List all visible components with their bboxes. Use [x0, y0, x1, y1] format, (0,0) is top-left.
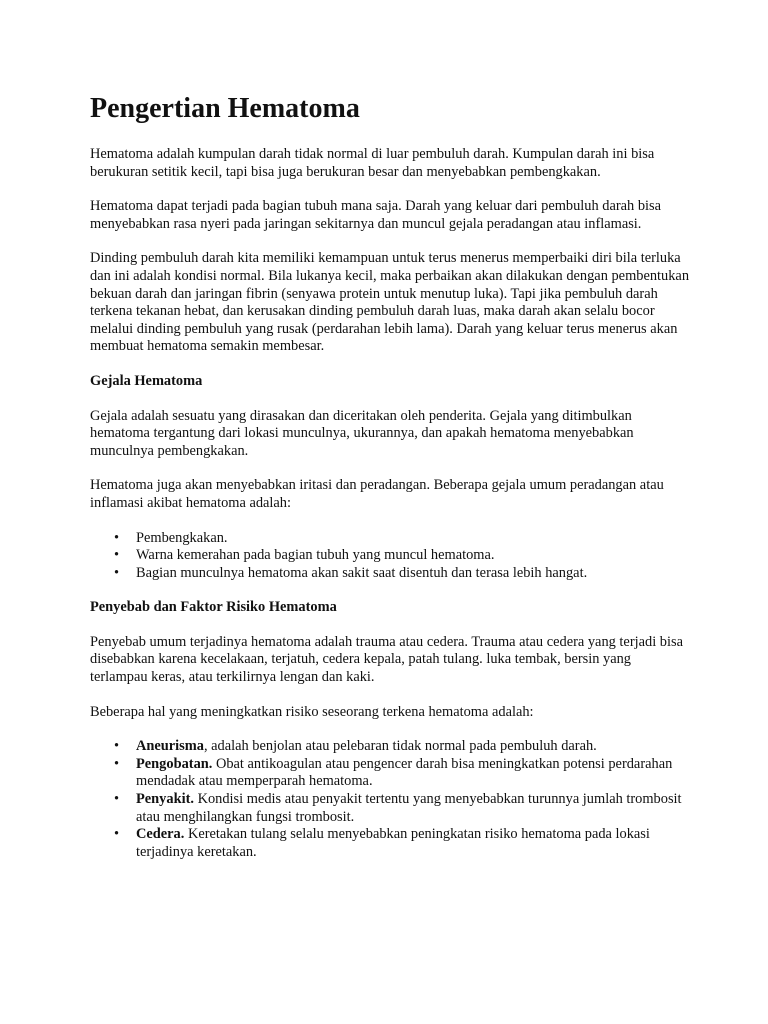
list-item — [114, 755, 690, 791]
document-page — [90, 92, 690, 878]
list-item-text: Bagian munculnya hematoma akan sakit saat disentuh dan terasa lebih hangat. — [136, 564, 588, 581]
risk-description: Kondisi medis atau penyakit tertentu yang menyebabkan turunnya jumlah trombosit atau menghilangkan fungsi trombosit. — [136, 791, 682, 825]
intro-paragraph-1: Hematoma adalah kumpulan darah tidak normal di luar pembuluh darah. Kumpulan darah ini bisa berukuran setitik kecil, tapi bisa juga berukuran besar dan menyebabkan pembengkakan. — [90, 146, 655, 180]
risk-term: Pengobatan. — [136, 755, 213, 772]
bullet-icon: • — [114, 738, 120, 755]
bullet-icon: • — [114, 791, 120, 808]
risk-factor-list — [90, 738, 690, 861]
page-title: Pengertian Hematoma — [90, 93, 360, 124]
bullet-icon: • — [114, 529, 120, 546]
risk-term: Penyakit. — [136, 791, 194, 808]
gejala-paragraph-1: Gejala adalah sesuatu yang dirasakan dan diceritakan oleh penderita. Gejala yang ditimbulkan hematoma tergantung dari lokasi munculnya, ukurannya, dan apakah hematoma menyebabkan munculnya pembengkakan. — [90, 407, 634, 459]
section-heading-gejala: Gejala Hematoma — [90, 372, 203, 389]
list-item-text: Warna kemerahan pada bagian tubuh yang muncul hematoma. — [136, 547, 495, 564]
risk-description: , adalah benjolan atau pelebaran tidak normal pada pembuluh darah. — [203, 738, 597, 755]
risk-term: Cedera. — [136, 826, 185, 843]
intro-paragraph-2: Hematoma dapat terjadi pada bagian tubuh mana saja. Darah yang keluar dari pembuluh darah bisa menyebabkan rasa nyeri pada jaringan sekitarnya dan muncul gejala peradangan atau inflamasi. — [90, 198, 662, 232]
list-item-text: Pembengkakan. — [136, 529, 228, 546]
list-item — [114, 738, 690, 756]
list-item — [114, 791, 690, 826]
bullet-icon: • — [114, 755, 120, 772]
list-item — [114, 547, 690, 565]
section-heading-penyebab: Penyebab dan Faktor Risiko Hematoma — [90, 599, 337, 616]
list-item — [114, 826, 690, 861]
bullet-icon: • — [114, 564, 120, 581]
risk-description: Obat antikoagulan atau pengencer darah bisa meningkatkan potensi perdarahan mendadak atau memperparah hematoma. — [136, 755, 673, 790]
risk-description: Keretakan tulang selalu menyebabkan peningkatan risiko hematoma pada lokasi terjadinya keretakan. — [136, 826, 650, 860]
bullet-icon: • — [114, 547, 120, 564]
penyebab-paragraph-2: Beberapa hal yang meningkatkan risiko seseorang terkena hematoma adalah: — [90, 703, 534, 720]
penyebab-paragraph-1: Penyebab umum terjadinya hematoma adalah trauma atau cedera. Trauma atau cedera yang terjadi bisa disebabkan karena kecelakaan, terjatuh, cedera kepala, patah tulang. luka tembak, bersin yang terlampau keras, atau terkilirnya lengan dan kaki. — [90, 633, 683, 686]
list-item — [114, 529, 690, 548]
bullet-icon: • — [114, 826, 120, 843]
list-item — [114, 564, 690, 583]
gejala-paragraph-2: Hematoma juga akan menyebabkan iritasi dan peradangan. Beberapa gejala umum peradangan atau inflamasi akibat hematoma adalah: — [90, 477, 664, 511]
gejala-list — [90, 530, 690, 583]
risk-term: Aneurisma — [136, 738, 204, 755]
intro-paragraph-3: Dinding pembuluh darah kita memiliki kemampuan untuk terus menerus memperbaiki diri bila terluka dan ini adalah kondisi normal. Bila lukanya kecil, maka perbaikan akan dilakukan dengan pembentukan bekuan darah dan jaringan fibrin (senyawa protein untuk menutup luka). Tapi jika pembuluh darah terkena tekanan hebat, dan kerusakan dinding pembuluh darah luas, maka darah akan selalu bocor melalui dinding pembuluh yang rusak (perdarahan lebih lama). Darah yang keluar terus menerus akan membuat hematoma semakin membesar. — [90, 250, 690, 355]
